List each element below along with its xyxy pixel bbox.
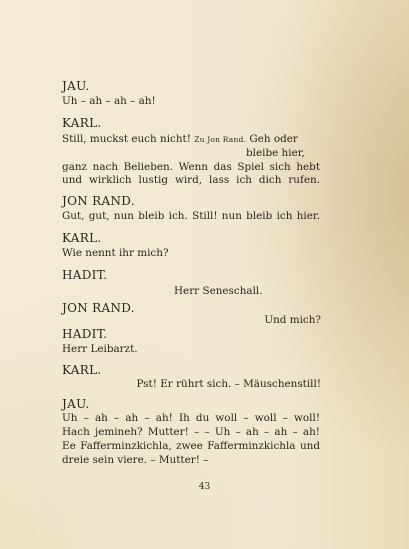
stage-direction: Zu Jon Rand.: [194, 135, 247, 144]
speaker-jau: JAU.: [62, 397, 90, 411]
dialogue-line: [62, 132, 298, 147]
speaker-jau: JAU.: [62, 79, 90, 93]
speaker-jon-rand: JON RAND.: [62, 194, 135, 208]
dialogue-line: Ee Fafferminzkichla, zwee Fafferminzkichla und: [62, 440, 320, 452]
speaker-karl: KARL.: [62, 231, 102, 245]
speaker-karl: KARL.: [62, 116, 102, 130]
dialogue-line: Wie nennt ihr mich?: [62, 247, 169, 259]
dialogue-line: Pst! Er rührt sich. – Mäuschenstill!: [136, 378, 321, 390]
speaker-hadit: HADIT.: [62, 268, 108, 282]
dialogue-line: Und mich?: [264, 314, 321, 326]
dialogue-text: Geh oder: [249, 133, 298, 145]
speaker-karl: KARL.: [62, 363, 102, 377]
dialogue-line: und wirklich lustig wird, lass ich dich rufen.: [62, 174, 320, 186]
speaker-hadit: HADIT.: [62, 327, 108, 341]
dialogue-line: ganz nach Belieben. Wenn das Spiel sich hebt: [62, 161, 320, 173]
speaker-jon-rand: JON RAND.: [62, 301, 135, 315]
dialogue-text: Still, muckst euch nicht!: [62, 133, 191, 145]
dialogue-line: Herr Seneschall.: [174, 285, 263, 297]
page-number: 43: [198, 482, 211, 492]
dialogue-line: Hach jemineh? Mutter! – – Uh – ah – ah – ah!: [62, 426, 320, 438]
dialogue-line: dreie sein viere. – Mutter! –: [62, 454, 209, 466]
dialogue-line: Uh – ah – ah – ah! Ih du woll – woll – woll!: [62, 412, 320, 424]
dialogue-line: bleibe hier,: [246, 147, 305, 159]
dialogue-line: Gut, gut, nun bleib ich. Still! nun bleib ich hier.: [62, 210, 320, 222]
dialogue-line: Uh – ah – ah – ah!: [62, 95, 156, 107]
dialogue-line: Herr Leibarzt.: [62, 343, 138, 355]
